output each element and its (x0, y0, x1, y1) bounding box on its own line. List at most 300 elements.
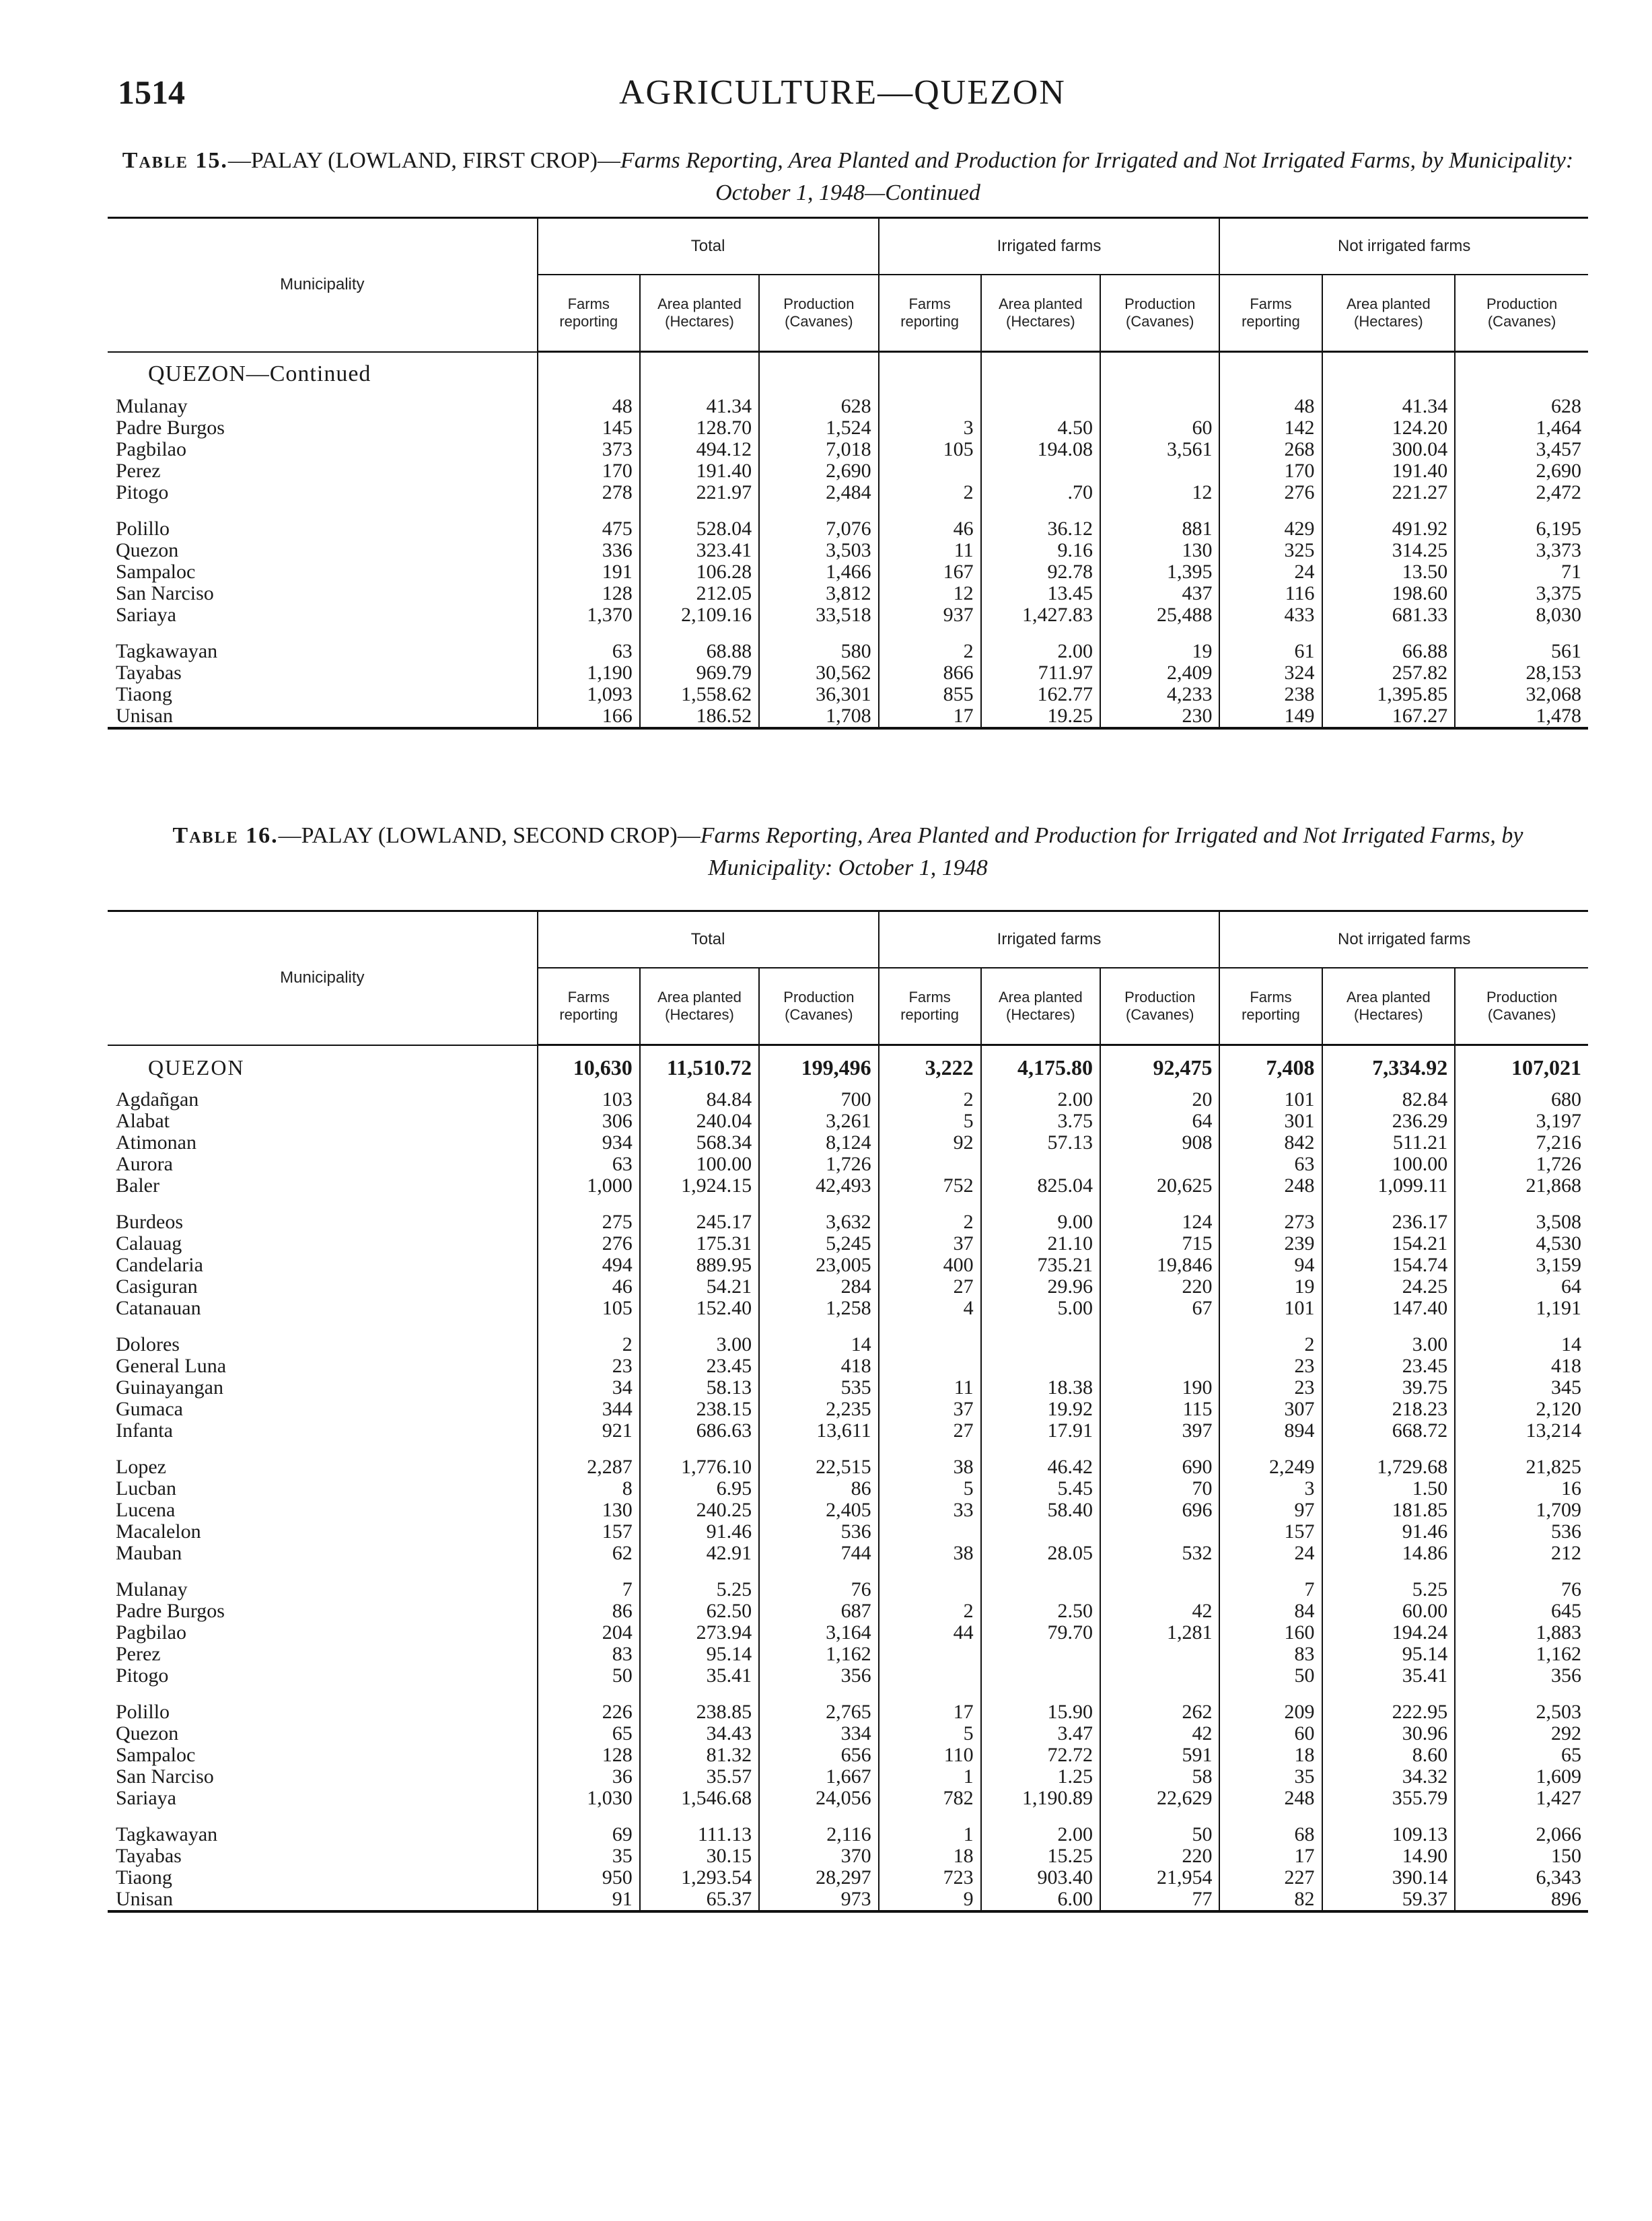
col-area-planted: Area planted (Hectares) (1322, 275, 1456, 352)
cell-value: 894 (1219, 1420, 1322, 1442)
municipality-name: Calauag (116, 1233, 182, 1255)
cell-value: 3,373 (1455, 540, 1588, 561)
cell-value: 128.70 (640, 417, 759, 439)
cell-value: 1,370 (538, 604, 640, 626)
table-row (108, 1521, 1588, 1543)
cell-value: 209 (1219, 1701, 1322, 1723)
cell-value: 744 (759, 1543, 878, 1564)
cell-value: 194.08 (981, 439, 1100, 460)
cell-value: 5.00 (981, 1298, 1100, 1319)
cell-value: 356 (1455, 1665, 1588, 1687)
cell-value: 345 (1455, 1377, 1588, 1399)
municipality-name: Lopez (116, 1456, 166, 1478)
cell-value (879, 1355, 981, 1377)
cell-value: 5.25 (640, 1579, 759, 1600)
cell-value: 1,162 (1455, 1644, 1588, 1665)
cell-value: 63 (538, 1154, 640, 1175)
cell-value: 198.60 (1322, 583, 1456, 604)
cell-value: 2,116 (759, 1824, 878, 1845)
cell-value: 1,190 (538, 662, 640, 684)
cell-value: 17 (879, 705, 981, 728)
col-area-planted: Area planted (Hectares) (981, 968, 1100, 1045)
cell-value: 17 (1219, 1845, 1322, 1867)
cell-value: 22,515 (759, 1456, 878, 1478)
cell-value: 76 (1455, 1579, 1588, 1600)
cell-value: 1,524 (759, 417, 878, 439)
cell-value: 35.57 (640, 1766, 759, 1788)
spacer-row (108, 1442, 1588, 1456)
cell-value: 30.15 (640, 1845, 759, 1867)
cell-value: 1,776.10 (640, 1456, 759, 1478)
cell-value: 101 (1219, 1089, 1322, 1110)
cell-value: 91.46 (640, 1521, 759, 1543)
col-area-planted: Area planted (Hectares) (1322, 968, 1456, 1045)
cell-value: 10,630 (538, 1045, 640, 1090)
cell-value: 656 (759, 1744, 878, 1766)
cell-value: 248 (1219, 1175, 1322, 1197)
cell-value: 9.00 (981, 1211, 1100, 1233)
cell-value (981, 396, 1100, 417)
cell-value: 2,765 (759, 1701, 878, 1723)
cell-value: 86 (759, 1478, 878, 1500)
cell-value: 429 (1219, 518, 1322, 540)
col-farms-reporting: Farms reporting (1219, 968, 1322, 1045)
cell-value: 7 (538, 1579, 640, 1600)
cell-value: 306 (538, 1110, 640, 1132)
cell-value (1100, 1521, 1219, 1543)
table-row (108, 662, 1588, 684)
cell-value: 475 (538, 518, 640, 540)
cell-value: 2,287 (538, 1456, 640, 1478)
table-row (108, 1154, 1588, 1175)
cell-value: 7,334.92 (1322, 1045, 1456, 1090)
cell-value: 1,000 (538, 1175, 640, 1197)
cell-value: 2.00 (981, 1824, 1100, 1845)
cell-value: 3,261 (759, 1110, 878, 1132)
col-farms-reporting: Farms reporting (1219, 275, 1322, 352)
cell-value: 34 (538, 1377, 640, 1399)
municipality-name: Gumaca (116, 1399, 183, 1420)
cell-value: 2 (879, 482, 981, 503)
cell-value: 76 (759, 1579, 878, 1600)
cell-value (1100, 1644, 1219, 1665)
cell-value: 124.20 (1322, 417, 1456, 439)
cell-value: 11,510.72 (640, 1045, 759, 1090)
cell-value: 18 (1219, 1744, 1322, 1766)
cell-value: 4,233 (1100, 684, 1219, 705)
cell-value: 111.13 (640, 1824, 759, 1845)
municipality-name: Catanauan (116, 1298, 201, 1319)
cell-value: 355.79 (1322, 1788, 1456, 1809)
cell-value: 24 (1219, 561, 1322, 583)
cell-value: 7,408 (1219, 1045, 1322, 1090)
cell-value: 1,162 (759, 1644, 878, 1665)
cell-value: 91 (538, 1889, 640, 1911)
cell-value: 23 (1219, 1355, 1322, 1377)
cell-value (1100, 1665, 1219, 1687)
cell-value: 33 (879, 1500, 981, 1521)
municipality-name: Sariaya (116, 1788, 176, 1809)
cell-value: 71 (1455, 561, 1588, 583)
municipality-name: Tayabas (116, 662, 182, 684)
page-number: 1514 (118, 73, 185, 111)
col-production: Production (Cavanes) (1100, 275, 1219, 352)
spacer-row (108, 1197, 1588, 1211)
cell-value: 973 (759, 1889, 878, 1911)
cell-value: 19 (1100, 641, 1219, 662)
cell-value: 24,056 (759, 1788, 878, 1809)
table-row (108, 1867, 1588, 1889)
table-row (108, 1723, 1588, 1744)
cell-value: 36.12 (981, 518, 1100, 540)
cell-value (1100, 460, 1219, 482)
cell-value: 48 (538, 396, 640, 417)
cell-value: 14.86 (1322, 1543, 1456, 1564)
cell-value: 24 (1219, 1543, 1322, 1564)
cell-value: 437 (1100, 583, 1219, 604)
cell-value: 160 (1219, 1622, 1322, 1644)
table-row (108, 1132, 1588, 1154)
table-row (108, 1665, 1588, 1687)
cell-value: 4,530 (1455, 1233, 1588, 1255)
municipality-name: Sampaloc (116, 561, 196, 583)
table-row (108, 1889, 1588, 1911)
municipality-name: Aurora (116, 1154, 173, 1175)
cell-value: 27 (879, 1420, 981, 1442)
cell-value: 34.43 (640, 1723, 759, 1744)
cell-value (879, 1154, 981, 1175)
cell-value: 23,005 (759, 1255, 878, 1276)
cell-value: 130 (538, 1500, 640, 1521)
cell-value: 2,409 (1100, 662, 1219, 684)
cell-value: 154.21 (1322, 1233, 1456, 1255)
table16-group-not-irrigated: Not irrigated farms (1219, 911, 1588, 968)
cell-value: 735.21 (981, 1255, 1100, 1276)
cell-value: 568.34 (640, 1132, 759, 1154)
cell-value: 191.40 (640, 460, 759, 482)
cell-value: 147.40 (1322, 1298, 1456, 1319)
cell-value: 3 (1219, 1478, 1322, 1500)
cell-value: 77 (1100, 1889, 1219, 1911)
cell-value: 896 (1455, 1889, 1588, 1911)
municipality-name: Tagkawayan (116, 640, 218, 662)
municipality-name: Perez (116, 460, 161, 482)
cell-value: 50 (1100, 1824, 1219, 1845)
cell-value: 2,249 (1219, 1456, 1322, 1478)
cell-value: 2,405 (759, 1500, 878, 1521)
cell-value: 221.97 (640, 482, 759, 503)
cell-value: 35.41 (1322, 1665, 1456, 1687)
table-row (108, 561, 1588, 583)
cell-value: 3,812 (759, 583, 878, 604)
cell-value (981, 1579, 1100, 1600)
cell-value: 226 (538, 1701, 640, 1723)
cell-value: 15.90 (981, 1701, 1100, 1723)
cell-value: 1,427 (1455, 1788, 1588, 1809)
table-row (108, 1276, 1588, 1298)
table-row (108, 1744, 1588, 1766)
cell-value: 149 (1219, 705, 1322, 728)
cell-value: 94 (1219, 1255, 1322, 1276)
col-production: Production (Cavanes) (1100, 968, 1219, 1045)
cell-value: 628 (1455, 396, 1588, 417)
cell-value: 561 (1455, 641, 1588, 662)
cell-value: 275 (538, 1211, 640, 1233)
cell-value: 3.75 (981, 1110, 1100, 1132)
cell-value: 6,343 (1455, 1867, 1588, 1889)
cell-value: 2,484 (759, 482, 878, 503)
cell-value: 128 (538, 583, 640, 604)
cell-value: 1,030 (538, 1788, 640, 1809)
municipality-name: Pagbilao (116, 438, 186, 460)
cell-value: 82.84 (1322, 1089, 1456, 1110)
cell-value: 62 (538, 1543, 640, 1564)
cell-value: 37 (879, 1233, 981, 1255)
cell-value: 344 (538, 1399, 640, 1420)
municipality-name: Baler (116, 1175, 159, 1197)
cell-value: 373 (538, 439, 640, 460)
municipality-name: Atimonan (116, 1132, 196, 1154)
cell-value: 95.14 (640, 1644, 759, 1665)
cell-value: 191.40 (1322, 460, 1456, 482)
cell-value: 825.04 (981, 1175, 1100, 1197)
cell-value: 3,457 (1455, 439, 1588, 460)
cell-value: 14 (759, 1334, 878, 1355)
cell-value: 532 (1100, 1543, 1219, 1564)
cell-value: 937 (879, 604, 981, 626)
cell-value: 46 (879, 518, 981, 540)
cell-value: 3.47 (981, 1723, 1100, 1744)
cell-value: 2,120 (1455, 1399, 1588, 1420)
cell-value: 1,466 (759, 561, 878, 583)
cell-value: 6.95 (640, 1478, 759, 1500)
cell-value: 356 (759, 1665, 878, 1687)
cell-value: 1,709 (1455, 1500, 1588, 1521)
spacer-row (108, 1809, 1588, 1824)
cell-value: 38 (879, 1543, 981, 1564)
cell-value: 230 (1100, 705, 1219, 728)
table-row (108, 1456, 1588, 1478)
cell-value: 19.92 (981, 1399, 1100, 1420)
cell-value: 273 (1219, 1211, 1322, 1233)
cell-value: 2,503 (1455, 1701, 1588, 1723)
cell-value: 60.00 (1322, 1600, 1456, 1622)
cell-value: 35 (1219, 1766, 1322, 1788)
cell-value: 36 (538, 1766, 640, 1788)
table-row (108, 1824, 1588, 1845)
cell-value: 24.25 (1322, 1276, 1456, 1298)
cell-value: 1,190.89 (981, 1788, 1100, 1809)
cell-value: 3,508 (1455, 1211, 1588, 1233)
cell-value: 390.14 (1322, 1867, 1456, 1889)
cell-value: 106.28 (640, 561, 759, 583)
cell-value: 2,472 (1455, 482, 1588, 503)
table15-group-irrigated: Irrigated farms (879, 218, 1220, 275)
cell-value: 41.34 (640, 396, 759, 417)
cell-value: 54.21 (640, 1276, 759, 1298)
table-row (108, 518, 1588, 540)
municipality-name: Lucban (116, 1478, 176, 1500)
total-row (108, 1045, 1588, 1090)
cell-value: 418 (1455, 1355, 1588, 1377)
cell-value (981, 1521, 1100, 1543)
cell-value: 782 (879, 1788, 981, 1809)
cell-value: 100.00 (640, 1154, 759, 1175)
municipality-name: Mulanay (116, 1579, 188, 1600)
cell-value: 58.13 (640, 1377, 759, 1399)
cell-value: 300.04 (1322, 439, 1456, 460)
cell-value: 1,395 (1100, 561, 1219, 583)
cell-value: 79.70 (981, 1622, 1100, 1644)
municipality-name: Polillo (116, 1701, 170, 1723)
cell-value: 191 (538, 561, 640, 583)
cell-value: 23.45 (1322, 1355, 1456, 1377)
cell-value: 580 (759, 641, 878, 662)
cell-value: 116 (1219, 583, 1322, 604)
cell-value: 21,954 (1100, 1867, 1219, 1889)
table15-municipality-header: Municipality (108, 218, 538, 352)
cell-value: 511.21 (1322, 1132, 1456, 1154)
municipality-name: Unisan (116, 705, 173, 727)
cell-value: 66.88 (1322, 641, 1456, 662)
spacer-row (108, 1319, 1588, 1334)
cell-value: 1,281 (1100, 1622, 1219, 1644)
table-row (108, 1298, 1588, 1319)
cell-value: 686.63 (640, 1420, 759, 1442)
cell-value: 23.45 (640, 1355, 759, 1377)
municipality-name: Pitogo (116, 1665, 169, 1687)
cell-value: 48 (1219, 396, 1322, 417)
cell-value: 494 (538, 1255, 640, 1276)
cell-value: 42 (1100, 1723, 1219, 1744)
municipality-name: Burdeos (116, 1211, 183, 1233)
cell-value: 12 (879, 583, 981, 604)
cell-value: 240.04 (640, 1110, 759, 1132)
municipality-name: Padre Burgos (116, 417, 225, 439)
cell-value (981, 1665, 1100, 1687)
cell-value: 2,690 (759, 460, 878, 482)
cell-value: 23 (538, 1355, 640, 1377)
cell-value: 236.17 (1322, 1211, 1456, 1233)
cell-value: 60 (1219, 1723, 1322, 1744)
cell-value: 212 (1455, 1543, 1588, 1564)
table15-section-label: QUEZON—Continued (148, 361, 371, 386)
municipality-name: Casiguran (116, 1276, 198, 1298)
table-row (108, 1355, 1588, 1377)
spacer-row (108, 503, 1588, 518)
cell-value: 591 (1100, 1744, 1219, 1766)
cell-value: 4,175.80 (981, 1045, 1100, 1090)
municipality-name: Agdañgan (116, 1089, 199, 1110)
cell-value: 186.52 (640, 705, 759, 728)
cell-value: 221.27 (1322, 482, 1456, 503)
cell-value: 1,883 (1455, 1622, 1588, 1644)
col-production: Production (Cavanes) (759, 275, 878, 352)
cell-value: 5 (879, 1723, 981, 1744)
cell-value: 370 (759, 1845, 878, 1867)
cell-value: 687 (759, 1600, 878, 1622)
cell-value (1100, 1154, 1219, 1175)
cell-value: 400 (879, 1255, 981, 1276)
municipality-name: Mauban (116, 1543, 182, 1564)
cell-value: 3,197 (1455, 1110, 1588, 1132)
cell-value: 27 (879, 1276, 981, 1298)
table16 (108, 910, 1588, 1913)
cell-value: 68.88 (640, 641, 759, 662)
cell-value: 1,726 (1455, 1154, 1588, 1175)
table-row (108, 417, 1588, 439)
cell-value: 218.23 (1322, 1399, 1456, 1420)
municipality-name: Perez (116, 1644, 161, 1665)
cell-value (879, 396, 981, 417)
cell-value: 62.50 (640, 1600, 759, 1622)
cell-value: 690 (1100, 1456, 1219, 1478)
municipality-name: Pagbilao (116, 1622, 186, 1644)
cell-value: 908 (1100, 1132, 1219, 1154)
cell-value: 1,729.68 (1322, 1456, 1456, 1478)
cell-value: 262 (1100, 1701, 1219, 1723)
table-row (108, 1622, 1588, 1644)
cell-value: 1,546.68 (640, 1788, 759, 1809)
municipality-name: San Narciso (116, 1766, 214, 1788)
cell-value: 21,868 (1455, 1175, 1588, 1197)
table-row (108, 705, 1588, 728)
cell-value: 1,191 (1455, 1298, 1588, 1319)
cell-value: 2 (879, 1089, 981, 1110)
cell-value: 7 (1219, 1579, 1322, 1600)
municipality-name: Unisan (116, 1889, 173, 1910)
cell-value: 9.16 (981, 540, 1100, 561)
cell-value: 181.85 (1322, 1500, 1456, 1521)
cell-value: 5,245 (759, 1233, 878, 1255)
cell-value (981, 1644, 1100, 1665)
cell-value: 30.96 (1322, 1723, 1456, 1744)
cell-value: 166 (538, 705, 640, 728)
cell-value: 1,464 (1455, 417, 1588, 439)
table16-municipality-header: Municipality (108, 911, 538, 1045)
cell-value: 8 (538, 1478, 640, 1500)
cell-value: 240.25 (640, 1500, 759, 1521)
municipality-name: Guinayangan (116, 1377, 223, 1399)
table15-group-total: Total (538, 218, 879, 275)
cell-value (879, 1665, 981, 1687)
cell-value: 13,214 (1455, 1420, 1588, 1442)
cell-value: 50 (538, 1665, 640, 1687)
cell-value: 238.85 (640, 1701, 759, 1723)
cell-value: 7,018 (759, 439, 878, 460)
table16-label: Table 16. (172, 823, 279, 848)
cell-value: 33,518 (759, 604, 878, 626)
cell-value: 19,846 (1100, 1255, 1219, 1276)
municipality-name: Tagkawayan (116, 1824, 218, 1845)
cell-value: 336 (538, 540, 640, 561)
cell-value: 866 (879, 662, 981, 684)
cell-value: 44 (879, 1622, 981, 1644)
cell-value: 239 (1219, 1233, 1322, 1255)
table16-caption-main: —PALAY (LOWLAND, SECOND CROP)— (278, 823, 701, 848)
cell-value: 220 (1100, 1276, 1219, 1298)
table-row (108, 1500, 1588, 1521)
cell-value: 212.05 (640, 583, 759, 604)
table-row (108, 1377, 1588, 1399)
municipality-name: Polillo (116, 518, 170, 540)
cell-value: 30,562 (759, 662, 878, 684)
cell-value: 19.25 (981, 705, 1100, 728)
cell-value: 1 (879, 1824, 981, 1845)
cell-value: 145 (538, 417, 640, 439)
cell-value: 92,475 (1100, 1045, 1219, 1090)
cell-value: 20 (1100, 1089, 1219, 1110)
